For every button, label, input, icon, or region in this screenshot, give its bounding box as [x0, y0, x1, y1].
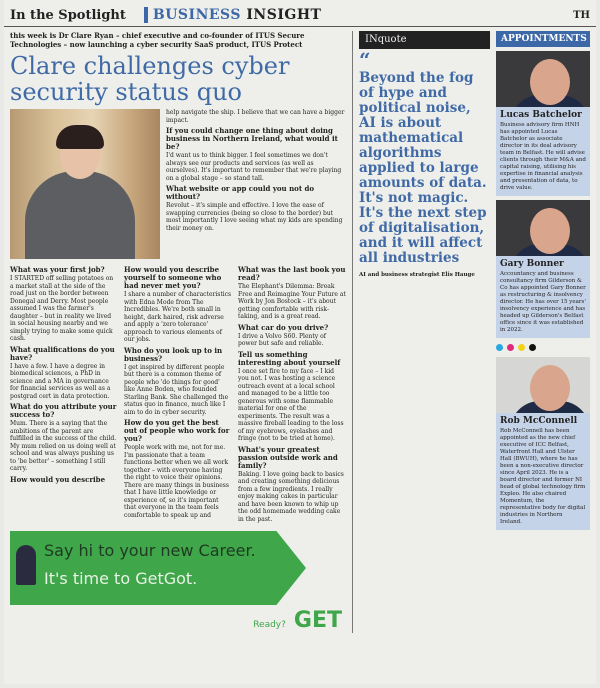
- section-title-dark: INSIGHT: [246, 7, 322, 23]
- qa-answer: I'd want us to think bigger. I feel sometimes we don't always see our products and services (as well as ourselves). It's important to remember that we're playing on a global stage – so stand tall.: [166, 152, 342, 182]
- section-title-blue: BUSINESS: [152, 7, 241, 23]
- qa-answer: I drive a Volvo S60. Plenty of power but safe and reliable.: [238, 332, 326, 347]
- qa-answer: I share a number of characteristics with Edna Mode from The Incredibles. We're both small in height, dark haired, risk adverse and apply a 'zero tolerance' approach to various elements of our jobs.: [124, 291, 232, 343]
- qa-question: If you could change one thing about doing business in Northern Ireland, what would it be?: [166, 126, 338, 151]
- registration-mark-magenta: [507, 344, 514, 351]
- qa-answer: help navigate the ship. I believe that we can have a bigger impact.: [166, 109, 345, 124]
- advert-line-2: It's time to GetGot.: [44, 569, 198, 588]
- qa-answer: People work with me, not for me. I'm passionate that a team functions better when we all work together – with everyone having the right to voice their opinions. There are many things in business that I have little knowledge or experience of, so it's important that everyone in the team feels comfortable to speak up and: [124, 444, 229, 519]
- pull-quote: [352, 31, 490, 633]
- inquote-label: INquote: [359, 31, 490, 49]
- portrait-photo: [10, 109, 160, 259]
- pull-quote-attribution: AI and business strategist Elis Hauge: [359, 272, 475, 278]
- qa-answer: I once set fire to my face – I kid you not. I was hosting a science outreach event at a local school and managed to be a little too generous with some flammable material for one of the experiments. The result was a massive fireball leading to the loss of my eyebrows, eyelashes and fringe (not to be tried at home).: [238, 367, 344, 442]
- qa-question: What car do you drive?: [238, 322, 329, 332]
- masthead-fragment: TH: [573, 9, 590, 21]
- appointments-header: APPOINTMENTS: [496, 31, 590, 47]
- newspaper-page: [4, 0, 596, 684]
- qa-question: What's your greatest passion outside work and family?: [238, 444, 338, 470]
- qa-column-2: [124, 263, 232, 523]
- qa-question: Tell us something interesting about yourself: [238, 349, 341, 367]
- qa-question: How do you get the best out of people who work for you?: [124, 418, 230, 443]
- qa-answer: The Elephant's Dilemma: Break Free and Reimagine Your Future at Work by Jon Bostock – it's about getting comfortable with risk-taking, and is a great read.: [238, 283, 346, 320]
- appointment-card: [496, 200, 590, 338]
- qa-column-3: [238, 263, 346, 523]
- person-name: Gary Bonner: [500, 259, 564, 269]
- person-bio: Rob McConnell has been appointed as the new chief executive of ICC Belfast, Waterfront Hall and Ulster Hall (BWUH), where he has been a non-executive director since April 2023. He is a board director and former NI head of global technology firm Expleo. He also chaired Momentum, the representative body for digital industries in Northern Ireland.: [500, 428, 586, 525]
- qa-column-right-of-photo: [166, 109, 346, 259]
- registration-mark-cyan: [496, 344, 503, 351]
- photo-row: [10, 109, 346, 259]
- section-title: [144, 7, 322, 23]
- qa-answer: I STARTED off selling potatoes on a market stall at the side of the road just on the border between Donegal and Derry. Most people assumed I was the farmer's daughter – but in reality we lived in social housing nearby and we simply trying to make some quick cash.: [10, 275, 114, 342]
- getgot-logo: GET: [293, 608, 342, 633]
- getgot-advert: [10, 531, 346, 605]
- appointments: [496, 31, 590, 633]
- kicker: In the Spotlight: [10, 7, 126, 23]
- masthead: [4, 4, 596, 27]
- registration-mark-yellow: [518, 344, 525, 351]
- qa-answer: Mum. There is a saying that the ambitions of the parent are fulfilled in the success of the child. My mum relied on us doing well at school and was always pushing us to 'be better' – something I still carry.: [10, 420, 117, 472]
- pull-quote-text: Beyond the fog of hype and political noise, AI is about mathematical algorithms applied to large amounts of data. It's not magic. It's the next step of digitalisation, and it will affect all industries: [359, 70, 487, 266]
- qa-column-1: [10, 263, 118, 523]
- qa-question: How would you describe: [10, 474, 106, 484]
- registration-mark-black: [529, 344, 536, 351]
- qa-question: What was the last book you read?: [238, 265, 346, 282]
- businessman-illustration: [16, 545, 36, 585]
- person-bio: Accountancy and business consultancy firm Gilderson & Co has appointed Gary Bonner as restructuring & insolvency director. He has over 15 years' insolvency experience and has headed up Gilderson's Belfast office since it was established in 2022.: [500, 271, 586, 333]
- person-bio: Business advisory firm HNH has appointed Lucas Batchelor as associate director in its deal advisory team in Belfast. He will advise clients through their M&A and capital raising, utilising his expertise in financial analysis and presentation of data, to drive value.: [500, 122, 586, 191]
- appointment-card: [496, 357, 590, 530]
- headshot-photo: [496, 51, 590, 107]
- qa-answer: I get inspired by different people but there is a common theme of people who 'do things for good' like Anne Boden, who founded Starling Bank. She challenged the status quo in finance, much like I aim to do in cyber security.: [124, 363, 229, 416]
- quote-mark-icon: “: [359, 48, 371, 72]
- qa-question: What was your first job?: [10, 265, 105, 274]
- advert-tagline: Ready?: [253, 620, 286, 630]
- headshot-photo: [496, 357, 590, 413]
- qa-columns: [10, 263, 346, 523]
- qa-question: What qualifications do you have?: [10, 344, 115, 362]
- page-columns: [4, 27, 596, 633]
- registration-marks: [496, 342, 590, 353]
- standfirst: this week is Dr Clare Ryan – chief executive and co-founder of ITUS Secure Technologies – now launching a cyber security SaaS product, ITUS Protect: [10, 31, 305, 49]
- headshot-photo: [496, 200, 590, 256]
- advert-footer: [10, 609, 346, 633]
- qa-answer: Baking. I love going back to basics and creating something delicious from a few ingredients. I really enjoy making cakes in particular and have been known to whip up the odd homemade wedding cake in the past.: [238, 470, 344, 523]
- qa-question: What website or app could you not do without?: [166, 184, 315, 201]
- qa-question: What do you attribute your success to?: [10, 402, 117, 419]
- qa-answer: I have a few. I have a degree in biomedical sciences, a PhD in science and a MA in governance for financial services as well as a postgrad cert in data protection.: [10, 362, 111, 400]
- article: [10, 31, 346, 633]
- advert-line-1: Say hi to your new Career.: [44, 541, 256, 560]
- appointment-card: [496, 51, 590, 196]
- person-name: Lucas Batchelor: [500, 110, 582, 120]
- qa-question: Who do you look up to in business?: [124, 345, 223, 363]
- qa-question: How would you describe yourself to someone who had never met you?: [124, 265, 222, 290]
- headline: Clare challenges cyber security status quo: [10, 52, 290, 106]
- person-name: Rob McConnell: [500, 416, 578, 426]
- qa-answer: Revolut – it's simple and effective. I love the ease of swapping currencies (being so close to the border) but most importantly I love seeing what my kids are spending their money on.: [166, 202, 343, 232]
